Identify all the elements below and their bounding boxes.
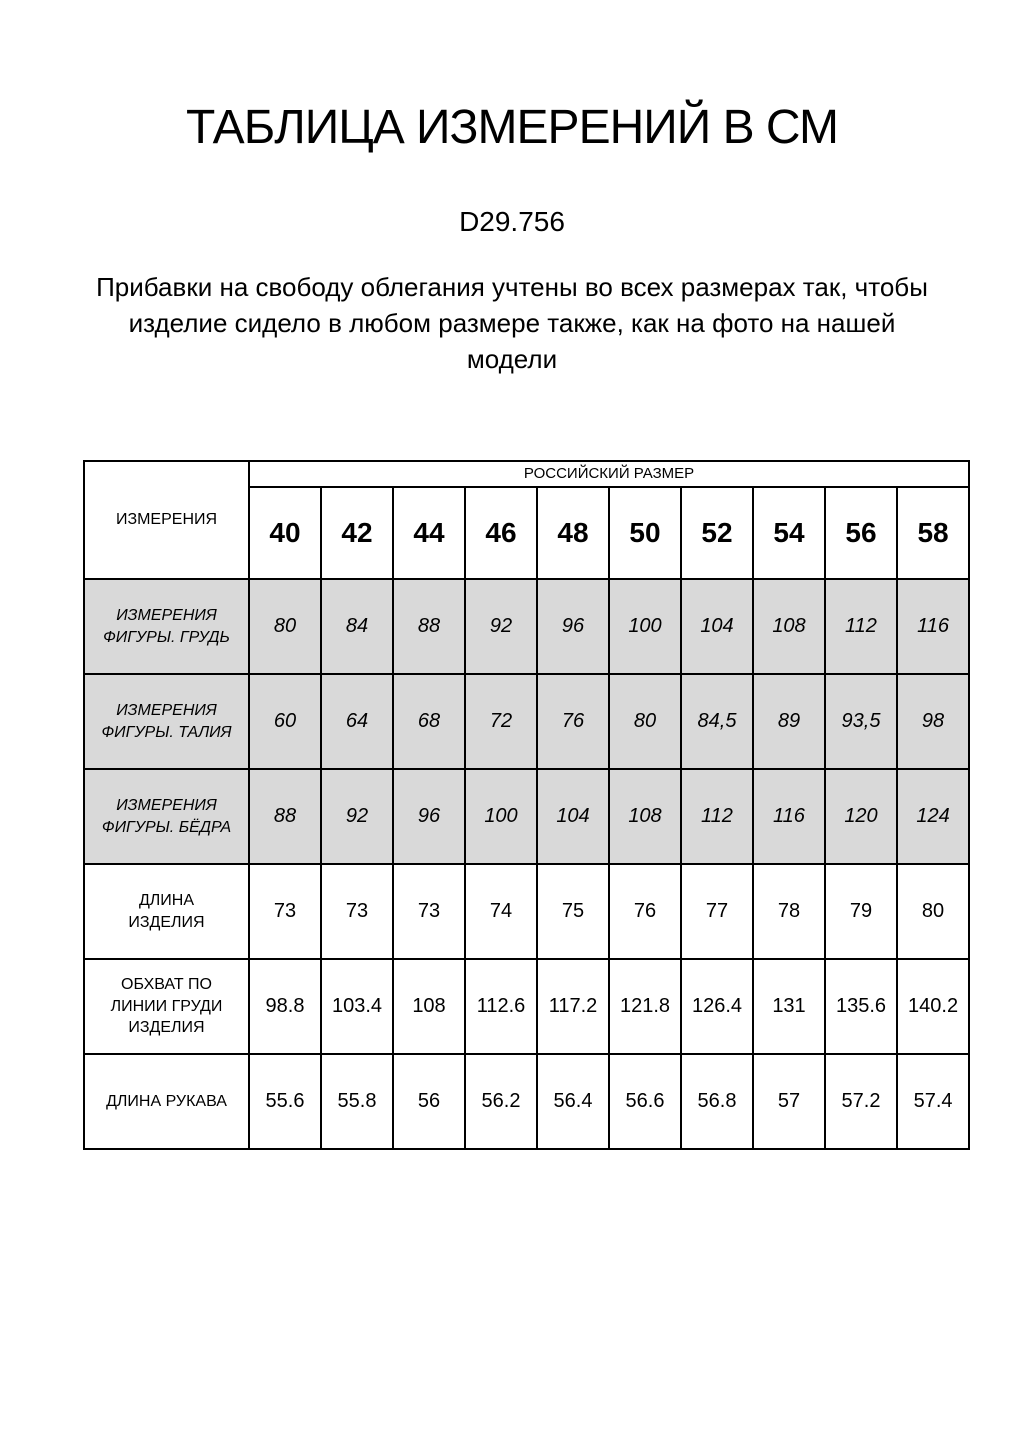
table-row <box>84 674 969 769</box>
row-label: ДЛИНА ИЗДЕЛИЯ <box>84 864 249 959</box>
value-cell: 56.4 <box>537 1054 609 1149</box>
table-row <box>84 864 969 959</box>
value-cell: 60 <box>249 674 321 769</box>
value-cell: 88 <box>249 769 321 864</box>
russian-size-group-header: РОССИЙСКИЙ РАЗМЕР <box>249 461 969 487</box>
value-cell: 57.4 <box>897 1054 969 1149</box>
value-cell: 140.2 <box>897 959 969 1054</box>
size-header-44: 44 <box>393 487 465 579</box>
value-cell: 56 <box>393 1054 465 1149</box>
value-cell: 96 <box>393 769 465 864</box>
size-header-48: 48 <box>537 487 609 579</box>
size-header-52: 52 <box>681 487 753 579</box>
value-cell: 84 <box>321 579 393 674</box>
row-label: ИЗМЕРЕНИЯ ФИГУРЫ. ГРУДЬ <box>84 579 249 674</box>
value-cell: 108 <box>609 769 681 864</box>
value-cell: 64 <box>321 674 393 769</box>
value-cell: 100 <box>609 579 681 674</box>
value-cell: 117.2 <box>537 959 609 1054</box>
row-label: ИЗМЕРЕНИЯ ФИГУРЫ. ТАЛИЯ <box>84 674 249 769</box>
value-cell: 72 <box>465 674 537 769</box>
measurements-corner-header: ИЗМЕРЕНИЯ <box>84 461 249 579</box>
value-cell: 74 <box>465 864 537 959</box>
value-cell: 120 <box>825 769 897 864</box>
value-cell: 80 <box>609 674 681 769</box>
value-cell: 76 <box>609 864 681 959</box>
value-cell: 131 <box>753 959 825 1054</box>
size-table-container <box>83 460 1024 1150</box>
value-cell: 108 <box>753 579 825 674</box>
page-title: ТАБЛИЦА ИЗМЕРЕНИЙ В СМ <box>185 101 839 154</box>
value-cell: 135.6 <box>825 959 897 1054</box>
value-cell: 104 <box>537 769 609 864</box>
size-header-42: 42 <box>321 487 393 579</box>
value-cell: 116 <box>753 769 825 864</box>
group-header-row <box>84 461 969 487</box>
value-cell: 73 <box>321 864 393 959</box>
value-cell: 73 <box>393 864 465 959</box>
value-cell: 68 <box>393 674 465 769</box>
value-cell: 73 <box>249 864 321 959</box>
value-cell: 92 <box>321 769 393 864</box>
row-label: ОБХВАТ ПО ЛИНИИ ГРУДИ ИЗДЕЛИЯ <box>84 959 249 1054</box>
value-cell: 112 <box>825 579 897 674</box>
value-cell: 100 <box>465 769 537 864</box>
value-cell: 104 <box>681 579 753 674</box>
value-cell: 76 <box>537 674 609 769</box>
value-cell: 55.8 <box>321 1054 393 1149</box>
value-cell: 126.4 <box>681 959 753 1054</box>
size-header-58: 58 <box>897 487 969 579</box>
value-cell: 75 <box>537 864 609 959</box>
value-cell: 121.8 <box>609 959 681 1054</box>
fit-note: Прибавки на свободу облегания учтены во всех размерах так, чтобы изделие сидело в любом размере также, как на фото на нашей модели <box>96 272 928 374</box>
value-cell: 77 <box>681 864 753 959</box>
value-cell: 98.8 <box>249 959 321 1054</box>
size-table <box>83 460 970 1150</box>
value-cell: 84,5 <box>681 674 753 769</box>
value-cell: 89 <box>753 674 825 769</box>
value-cell: 56.6 <box>609 1054 681 1149</box>
value-cell: 56.8 <box>681 1054 753 1149</box>
table-row <box>84 769 969 864</box>
value-cell: 88 <box>393 579 465 674</box>
value-cell: 98 <box>897 674 969 769</box>
size-header-50: 50 <box>609 487 681 579</box>
row-label: ДЛИНА РУКАВА <box>84 1054 249 1149</box>
value-cell: 112.6 <box>465 959 537 1054</box>
value-cell: 55.6 <box>249 1054 321 1149</box>
size-header-56: 56 <box>825 487 897 579</box>
size-header-46: 46 <box>465 487 537 579</box>
value-cell: 124 <box>897 769 969 864</box>
value-cell: 79 <box>825 864 897 959</box>
value-cell: 116 <box>897 579 969 674</box>
table-row <box>84 579 969 674</box>
value-cell: 57 <box>753 1054 825 1149</box>
model-code: D29.756 <box>459 206 565 237</box>
value-cell: 80 <box>897 864 969 959</box>
value-cell: 93,5 <box>825 674 897 769</box>
value-cell: 112 <box>681 769 753 864</box>
value-cell: 96 <box>537 579 609 674</box>
value-cell: 108 <box>393 959 465 1054</box>
row-label: ИЗМЕРЕНИЯ ФИГУРЫ. БЁДРА <box>84 769 249 864</box>
table-row <box>84 959 969 1054</box>
value-cell: 92 <box>465 579 537 674</box>
size-header-40: 40 <box>249 487 321 579</box>
value-cell: 56.2 <box>465 1054 537 1149</box>
size-header-54: 54 <box>753 487 825 579</box>
value-cell: 80 <box>249 579 321 674</box>
value-cell: 103.4 <box>321 959 393 1054</box>
value-cell: 78 <box>753 864 825 959</box>
value-cell: 57.2 <box>825 1054 897 1149</box>
table-row <box>84 1054 969 1149</box>
